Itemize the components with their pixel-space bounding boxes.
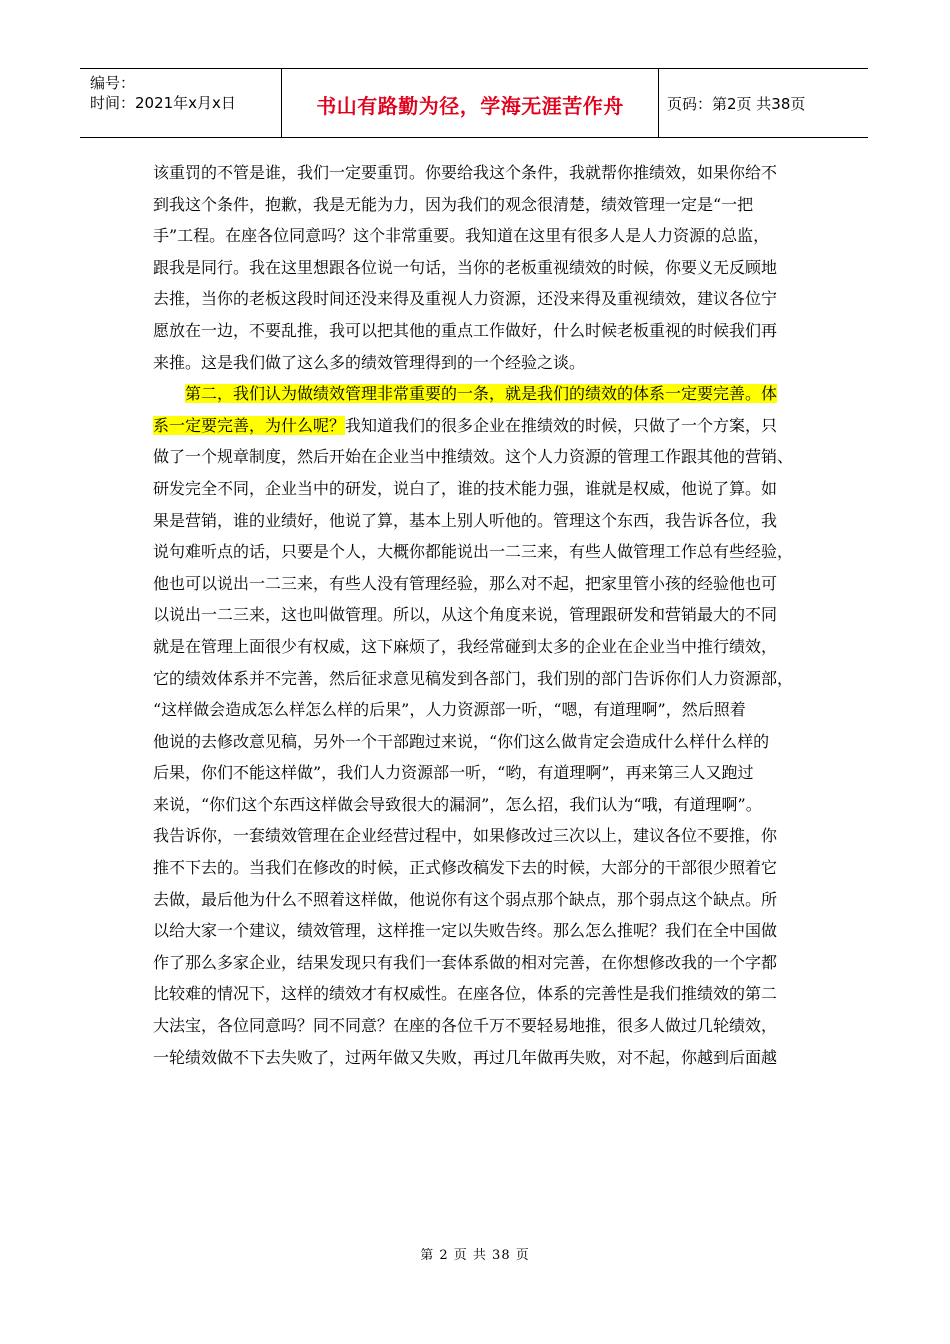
text-line: 他说的去修改意见稿，另外一个干部跑过来说，“你们这么做肯定会造成什么样什么样的	[153, 731, 770, 751]
text-line: 他也可以说出一二三来，有些人没有管理经验，那么对不起，把家里管小孩的经验他也可	[153, 573, 778, 593]
text-line: 果是营销，谁的业绩好，他说了算，基本上别人听他的。管理这个东西，我告诉各位，我	[153, 510, 778, 530]
header-page-number: 页码：第2页 共38页	[667, 94, 806, 113]
header-motto-cell	[282, 69, 659, 137]
page-header	[80, 68, 868, 138]
header-motto: 书山有路勤为径，学海无涯苦作舟	[316, 93, 624, 118]
text-line: 它的绩效体系并不完善，然后征求意见稿发到各部门，我们别的部门告诉你们人力资源部，	[153, 668, 794, 688]
text-line: 来说，“你们这个东西这样做会导致很大的漏洞”，怎么招，我们认为“哦，有道理啊”。	[153, 794, 762, 814]
text-line: 一轮绩效做不下去失败了，过两年做又失败，再过几年做再失败，对不起，你越到后面越	[153, 1047, 778, 1067]
text-line: 我告诉你，一套绩效管理在企业经营过程中，如果修改过三次以上，建议各位不要推，你	[153, 826, 778, 846]
text-line: 以给大家一个建议，绩效管理，这样推一定以失败告终。那么怎么推呢？我们在全中国做	[153, 921, 778, 941]
text-line: “这样做会造成怎么样怎么样的后果”，人力资源部一听，“嗯，有道理啊”，然后照着	[153, 700, 746, 720]
text-line: 跟我是同行。我在这里想跟各位说一句话，当你的老板重视绩效的时候，你要义无反顾地	[153, 257, 778, 277]
text-line: 来推。这是我们做了这么多的绩效管理得到的一个经验之谈。	[153, 352, 586, 372]
paragraph-start-line	[153, 378, 803, 410]
header-page-cell	[659, 69, 868, 137]
footer-page-number: 第 2 页 共 38 页	[420, 1248, 530, 1263]
text-line: 后果，你们不能这样做”，我们人力资源部一听，“哟，有道理啊”，再来第三人又跑过	[153, 763, 754, 783]
body-text: 我知道我们的很多企业在推绩效的时候，只做了一个方案，只	[345, 415, 778, 435]
document-number-label: 编号：	[90, 74, 136, 92]
text-line: 愿放在一边，不要乱推，我可以把其他的重点工作做好，什么时候老板重视的时候我们再	[153, 320, 778, 340]
highlighted-text: 第二，我们认为做绩效管理非常重要的一条，就是我们的绩效的体系一定要完善。体	[185, 384, 778, 404]
text-line: 该重罚的不管是谁，我们一定要重罚。你要给我这个条件，我就帮你推绩效，如果你给不	[153, 163, 778, 182]
page-footer	[0, 1244, 950, 1263]
text-line: 比较难的情况下，这样的绩效才有权威性。在座各位，体系的完善性是我们推绩效的第二	[153, 984, 778, 1004]
header-meta-cell	[80, 69, 282, 137]
text-line: 大法宝，各位同意吗？同不同意？在座的各位千万不要轻易地推，很多人做过几轮绩效，	[153, 1016, 778, 1036]
document-body	[153, 157, 803, 1073]
text-line: 去做，最后他为什么不照着这样做，他说你有这个弱点那个缺点，那个弱点这个缺点。所	[153, 889, 778, 909]
highlighted-text: 系一定要完善，为什么呢？	[153, 415, 346, 435]
text-line: 推不下去的。当我们在修改的时候，正式修改稿发下去的时候，大部分的干部很少照着它	[153, 858, 778, 878]
text-line: 说句难听点的话，只要是个人，大概你都能说出一二三来，有些人做管理工作总有些经验，	[153, 542, 794, 562]
document-date-label: 时间：2021年x月x日	[90, 94, 236, 112]
text-line: 到我这个条件，抱歉，我是无能为力，因为我们的观念很清楚，绩效管理一定是“一把	[153, 194, 754, 214]
text-line: 以说出一二三来，这也叫做管理。所以，从这个角度来说，管理跟研发和营销最大的不同	[153, 605, 778, 625]
text-line: 就是在管理上面很少有权威，这下麻烦了，我经常碰到太多的企业在企业当中推行绩效，	[153, 636, 778, 656]
text-line: 作了那么多家企业，结果发现只有我们一套体系做的相对完善，在你想修改我的一个字都	[153, 952, 778, 972]
text-line: 手”工程。在座各位同意吗？这个非常重要。我知道在这里有很多人是人力资源的总监，	[153, 226, 770, 246]
text-line: 研发完全不同，企业当中的研发，说白了，谁的技术能力强，谁就是权威，他说了算。如	[153, 478, 778, 498]
text-line: 做了一个规章制度，然后开始在企业当中推绩效。这个人力资源的管理工作跟其他的营销、	[153, 447, 794, 467]
text-line	[153, 410, 803, 442]
text-line: 去推，当你的老板这段时间还没来得及重视人力资源，还没来得及重视绩效，建议各位宁	[153, 289, 778, 309]
